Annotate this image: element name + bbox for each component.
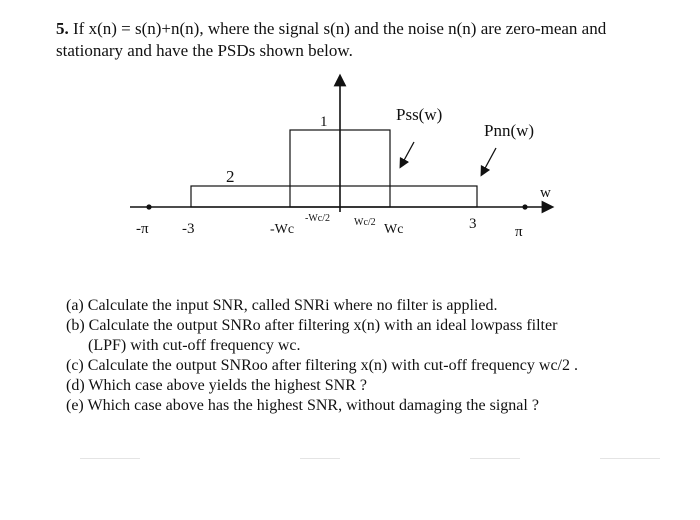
part-d xyxy=(66,376,686,396)
w-axis-label: w xyxy=(540,185,551,201)
part-a xyxy=(66,296,686,316)
wc-half-label: Wc/2 xyxy=(354,217,376,228)
neg-pi-dot xyxy=(146,204,151,209)
pnn-label: Pnn(w) xyxy=(484,121,535,140)
pnn-pointer-arrow xyxy=(483,148,496,172)
part-c-label: (c) xyxy=(66,357,84,374)
neg-wc-label: -Wc xyxy=(270,222,295,237)
signal-height-label: 1 xyxy=(320,114,328,130)
part-d-text: Which case above yields the highest SNR ? xyxy=(88,377,367,394)
faint-line xyxy=(600,458,660,459)
pi-label: π xyxy=(515,224,523,240)
question-number: 5. xyxy=(56,19,69,38)
faint-line xyxy=(80,458,140,459)
question-line-2: stationary and have the PSDs shown below. xyxy=(56,41,353,60)
three-label: 3 xyxy=(469,216,477,232)
part-b xyxy=(66,316,686,356)
wc-label: Wc xyxy=(384,222,404,237)
part-e-text: Which case above has the highest SNR, without damaging the signal ? xyxy=(87,397,539,414)
part-a-text: Calculate the input SNR, called SNRi where no filter is applied. xyxy=(87,297,498,314)
part-e-label: (e) xyxy=(66,397,84,414)
faint-line xyxy=(470,458,520,459)
neg-pi-label: -π xyxy=(136,221,149,237)
neg-3-label: -3 xyxy=(182,221,195,237)
question-line-1-text: If x(n) = s(n)+n(n), where the signal s(n) and the noise n(n) are zero-mean and xyxy=(73,19,607,38)
part-c xyxy=(66,356,686,376)
noise-psd-rect xyxy=(191,186,477,207)
pi-dot xyxy=(522,204,527,209)
pss-label: Pss(w) xyxy=(396,105,443,124)
neg-wc-half-label: -Wc/2 xyxy=(305,213,330,224)
noise-height-label: 2 xyxy=(226,167,235,186)
part-b-text: Calculate the output SNRo after filtering x(n) with an ideal lowpass filter xyxy=(88,317,558,334)
part-b-label: (b) xyxy=(66,317,85,334)
part-a-label: (a) xyxy=(66,297,84,314)
part-c-text: Calculate the output SNRoo after filtering x(n) with cut-off frequency wc/2 . xyxy=(87,357,578,374)
sub-questions xyxy=(66,296,686,416)
part-e xyxy=(66,396,686,416)
faint-line xyxy=(300,458,340,459)
pss-pointer-arrow xyxy=(402,142,414,164)
part-b-continuation: (LPF) with cut-off frequency wc. xyxy=(88,337,301,354)
part-d-label: (d) xyxy=(66,377,85,394)
